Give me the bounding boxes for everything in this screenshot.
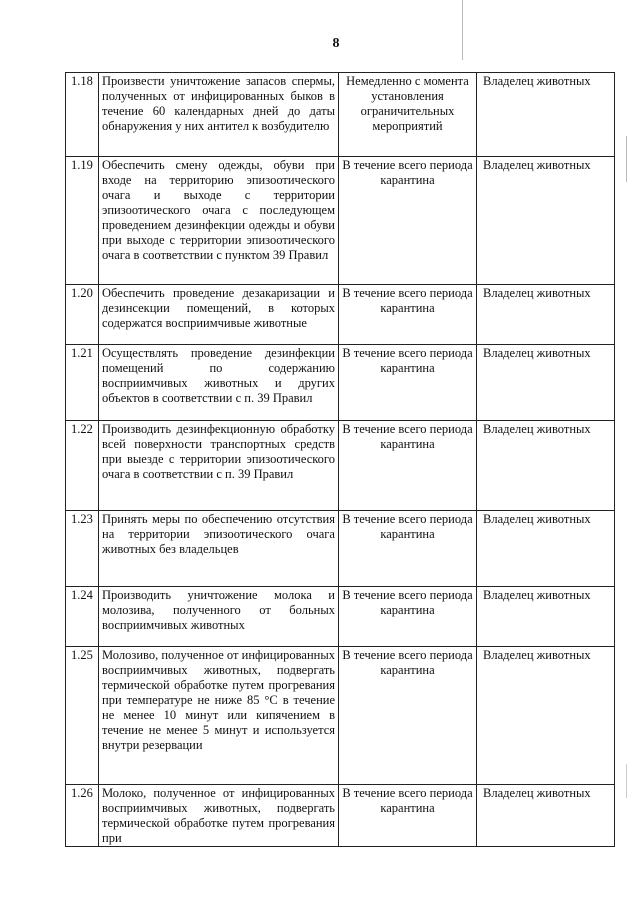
row-responsible: Владелец животных bbox=[477, 511, 615, 587]
measures-table bbox=[65, 72, 615, 847]
row-number: 1.23 bbox=[66, 511, 99, 587]
row-action: Молозиво, полученное от инфицированных восприимчивых животных, подвергать термической обработке путем прогревания при температуре не ниже 85 °С в течение не менее 10 минут или кипячением в течение не менее 5 минут и используется внутри резервации bbox=[99, 647, 339, 785]
scan-artifact-mark bbox=[626, 764, 627, 798]
row-term: В течение всего периода карантина bbox=[339, 647, 477, 785]
row-number: 1.21 bbox=[66, 345, 99, 421]
scan-artifact-mark bbox=[626, 136, 627, 182]
row-term: В течение всего периода карантина bbox=[339, 345, 477, 421]
row-number: 1.19 bbox=[66, 157, 99, 285]
row-responsible: Владелец животных bbox=[477, 73, 615, 157]
row-action: Произвести уничтожение запасов спермы, полученных от инфицированных быков в течение 60 календарных дней до даты обнаружения у них антител к возбудителю bbox=[99, 73, 339, 157]
table-row bbox=[66, 73, 615, 157]
table-row bbox=[66, 587, 615, 647]
row-term: В течение всего периода карантина bbox=[339, 421, 477, 511]
row-term: В течение всего периода карантина bbox=[339, 511, 477, 587]
table-row bbox=[66, 421, 615, 511]
row-term: В течение всего периода карантина bbox=[339, 157, 477, 285]
page-number: 8 bbox=[332, 36, 340, 51]
row-number: 1.18 bbox=[66, 73, 99, 157]
row-responsible: Владелец животных bbox=[477, 587, 615, 647]
row-term: В течение всего периода карантина bbox=[339, 587, 477, 647]
row-responsible: Владелец животных bbox=[477, 421, 615, 511]
row-action: Осуществлять проведение дезинфекции помещений по содержанию восприимчивых животных и других объектов в соответствии с п. 39 Правил bbox=[99, 345, 339, 421]
row-responsible: Владелец животных bbox=[477, 157, 615, 285]
table-row bbox=[66, 785, 615, 847]
row-action: Принять меры по обеспечению отсутствия на территории эпизоотического очага животных без владельцев bbox=[99, 511, 339, 587]
row-term: В течение всего периода карантина bbox=[339, 785, 477, 847]
row-action: Обеспечить смену одежды, обуви при входе на территорию эпизоотического очага и выходе с территории эпизоотического очага с последующем проведением дезинфекции одежды и обуви при выходе с территории эпизоотического очага в соответствии с пунктом 39 Правил bbox=[99, 157, 339, 285]
row-number: 1.26 bbox=[66, 785, 99, 847]
row-responsible: Владелец животных bbox=[477, 285, 615, 345]
row-number: 1.20 bbox=[66, 285, 99, 345]
row-number: 1.25 bbox=[66, 647, 99, 785]
table-row bbox=[66, 285, 615, 345]
table-row bbox=[66, 157, 615, 285]
row-action: Производить дезинфекционную обработку всей поверхности транспортных средств при выезде с территории эпизоотического очага в соответствии с п. 39 Правил bbox=[99, 421, 339, 511]
row-number: 1.24 bbox=[66, 587, 99, 647]
row-responsible: Владелец животных bbox=[477, 345, 615, 421]
row-term: Немедленно с момента установления ограничительных мероприятий bbox=[339, 73, 477, 157]
table-row bbox=[66, 511, 615, 587]
row-action: Молоко, полученное от инфицированных восприимчивых животных, подвергать термической обработке путем прогревания при bbox=[99, 785, 339, 847]
row-term: В течение всего периода карантина bbox=[339, 285, 477, 345]
table-row bbox=[66, 647, 615, 785]
table-row bbox=[66, 345, 615, 421]
row-number: 1.22 bbox=[66, 421, 99, 511]
row-responsible: Владелец животных bbox=[477, 785, 615, 847]
row-action: Обеспечить проведение дезакаризации и дезинсекции помещений, в которых содержатся восприимчивые животные bbox=[99, 285, 339, 345]
row-responsible: Владелец животных bbox=[477, 647, 615, 785]
row-action: Производить уничтожение молока и молозива, полученного от больных восприимчивых животных bbox=[99, 587, 339, 647]
